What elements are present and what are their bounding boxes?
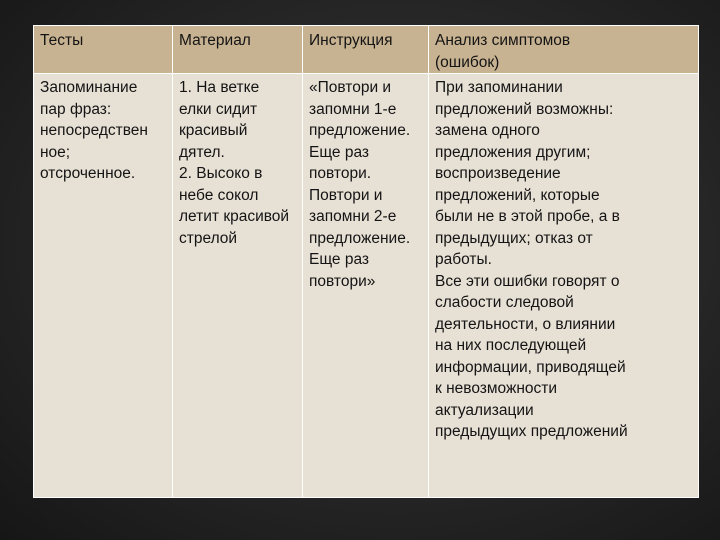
table-row <box>34 74 699 498</box>
header-symptom-analysis: Анализ симптомов (ошибок) <box>429 26 699 74</box>
header-material: Материал <box>173 26 303 74</box>
table-header <box>34 26 699 74</box>
cell-tests: Запоминание пар фраз: непосредствен ное; отсроченное. <box>34 74 173 498</box>
header-tests: Тесты <box>34 26 173 74</box>
cell-material: 1. На ветке елки сидит красивый дятел. 2. Высоко в небе сокол летит красивой стрелой <box>173 74 303 498</box>
header-row <box>34 26 699 74</box>
cell-symptom-analysis: При запоминании предложений возможны: замена одного предложения другим; воспроизведение предложений, которые были не в этой пробе, а в предыдущих; отказ от работы. Все эти ошибки говорят о слабости следовой деятельности, о влиянии на них последующей информации, приводящей к невозможности актуализации предыдущих предложений <box>429 74 699 498</box>
symptom-analysis-table <box>33 25 699 498</box>
cell-instruction: «Повтори и запомни 1-е предложение. Еще раз повтори. Повтори и запомни 2-е предложение. Еще раз повтори» <box>303 74 429 498</box>
table-body <box>34 74 699 498</box>
header-instruction: Инструкция <box>303 26 429 74</box>
